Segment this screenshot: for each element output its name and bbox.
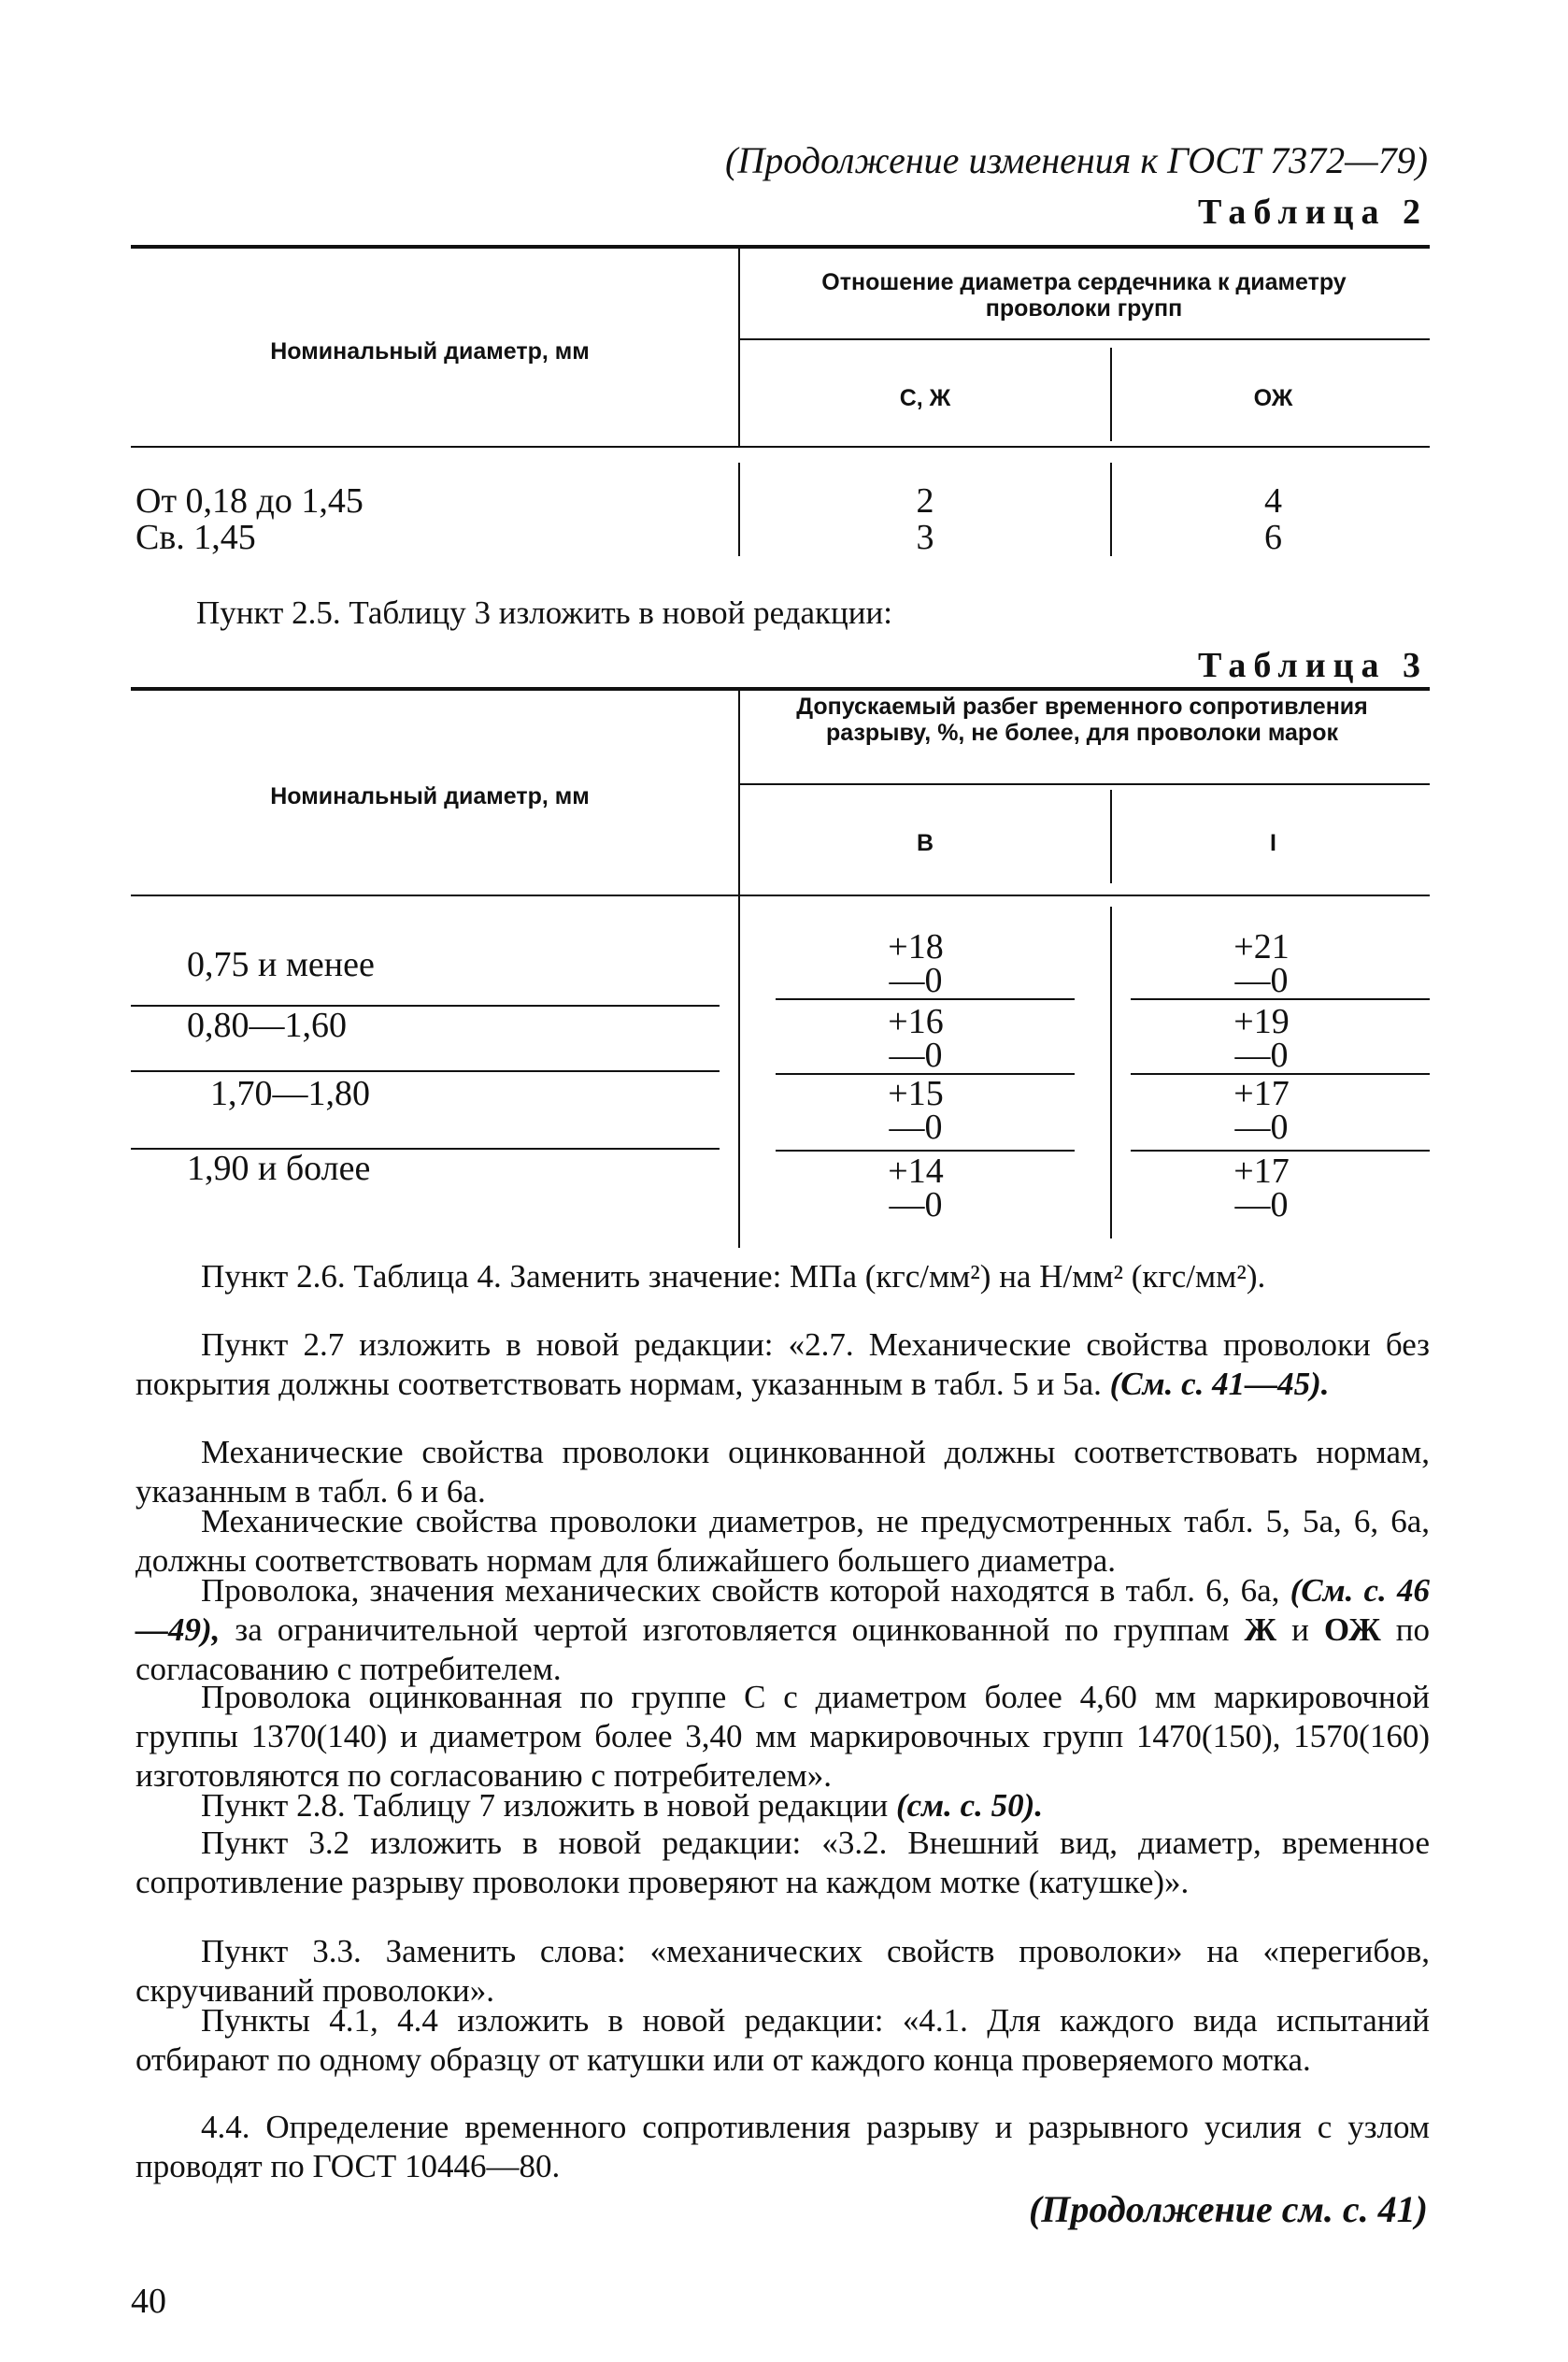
table3-tol-upper: +18 bbox=[888, 927, 944, 966]
table3-tol-lower: —0 bbox=[889, 1108, 943, 1147]
table3-col-divider bbox=[738, 687, 740, 1248]
table3-tol-upper: +17 bbox=[1233, 1152, 1290, 1191]
page-number: 40 bbox=[131, 2282, 166, 2321]
table3-tol-lower: —0 bbox=[889, 1036, 943, 1075]
table2-subheader-rule bbox=[738, 338, 1430, 340]
paragraph-group-c: Проволока оцинкованная по группе С с диаметром более 4,60 мм маркировочной группы 1370(140) и диаметром более 3,40 мм маркировочных групп 1470(150), 1570(160) изготовляются по согласованию с потребителем». bbox=[135, 1679, 1430, 1794]
table3-row-diameter: 0,80—1,60 bbox=[187, 1006, 347, 1045]
table2-row-value: 6 bbox=[1264, 518, 1282, 557]
table3-row-diameter: 0,75 и менее bbox=[187, 945, 375, 984]
table2-row-value: 4 bbox=[1264, 481, 1282, 521]
table2-group-header: Отношение диаметра сердечника к диаметру проволоки групп bbox=[821, 269, 1347, 322]
continuation-header: (Продолжение изменения к ГОСТ 7372—79) bbox=[725, 139, 1428, 181]
paragraph-4-4: 4.4. Определение временного сопротивления разрыву и разрывного усилия с узлом проводят по ГОСТ 10446—80. bbox=[135, 2109, 1430, 2184]
table2-body-subcol-divider bbox=[1110, 463, 1112, 556]
paragraph-other-diameters: Механические свойства проволоки диаметров, не предусмотренных табл. 5, 5а, 6, 6а, должны соответствовать нормам для ближайшего большего диаметра. bbox=[135, 1503, 1430, 1579]
table3-tolerance-b bbox=[822, 1074, 1009, 1147]
paragraph-3-2: Пункт 3.2 изложить в новой редакции: «3.2. Внешний вид, диаметр, временное сопротивление разрыву проволоки проверяют на каждом мотке (катушке)». bbox=[135, 1825, 1430, 1900]
paragraph-4-1: Пункты 4.1, 4.4 изложить в новой редакции: «4.1. Для каждого вида испытаний отбирают по одному образцу от катушки или от каждого конца проверяемого мотка. bbox=[135, 2002, 1430, 2078]
paragraph-2-8: Пункт 2.8. Таблицу 7 изложить в новой редакции (см. с. 50). bbox=[201, 1787, 1044, 1824]
table3-row-diameter: 1,90 и более bbox=[187, 1149, 371, 1188]
table3-header-rule bbox=[131, 895, 1430, 896]
paragraph-restriction: Проволока, значения механических свойств которой находятся в табл. 6, 6а, (См. с. 46—49), за ограничительной чертой изготовляется оцинкованной по группам Ж и ОЖ по согласованию с потребителем. bbox=[135, 1572, 1430, 1687]
table3-tol-upper: +17 bbox=[1233, 1074, 1290, 1113]
table3-subheader-2: I bbox=[1270, 830, 1276, 856]
table3-tolerance-b bbox=[822, 1002, 1009, 1075]
table3-tol-lower: —0 bbox=[1234, 1108, 1289, 1147]
table2-col-divider bbox=[738, 245, 740, 446]
table2-body-col-divider bbox=[738, 463, 740, 556]
table3-row-rule bbox=[131, 1070, 720, 1072]
table3-tol-lower: —0 bbox=[889, 1185, 943, 1224]
table3-tol-upper: +16 bbox=[888, 1002, 944, 1041]
table2-label: Таблица 2 bbox=[1197, 193, 1428, 232]
table2-row-value: 3 bbox=[916, 518, 934, 557]
table3-tol-lower: —0 bbox=[889, 961, 943, 1000]
table3-top-rule bbox=[131, 687, 1430, 691]
table3-tol-upper: +21 bbox=[1233, 927, 1290, 966]
paragraph-3-3: Пункт 3.3. Заменить слова: «механических свойств проволоки» на «перегибов, скручиваний проволоки». bbox=[135, 1933, 1430, 2009]
table3-label: Таблица 3 bbox=[1197, 646, 1428, 685]
continuation-footer: (Продолжение см. с. 41) bbox=[1028, 2188, 1428, 2230]
point-2-5: Пункт 2.5. Таблицу 3 изложить в новой редакции: bbox=[196, 594, 892, 631]
table3-subcol-divider bbox=[1110, 790, 1112, 883]
table3-tol-upper: +19 bbox=[1233, 1002, 1290, 1041]
table3-group-header: Допускаемый разбег временного сопротивления разрыву, %, не более, для проволоки марок bbox=[796, 694, 1368, 746]
table3-tol-lower: —0 bbox=[1234, 961, 1289, 1000]
table3-tol-lower: —0 bbox=[1234, 1185, 1289, 1224]
table3-tolerance-b bbox=[822, 927, 1009, 1000]
table2-row-value: 2 bbox=[916, 481, 934, 521]
table3-tol-lower: —0 bbox=[1234, 1036, 1289, 1075]
table3-col1-header: Номинальный диаметр, мм bbox=[270, 783, 590, 809]
table2-row-diameter: Св. 1,45 bbox=[135, 518, 256, 557]
table2-row-diameter: От 0,18 до 1,45 bbox=[135, 481, 363, 521]
paragraph-2-7: Пункт 2.7 изложить в новой редакции: «2.7. Механические свойства проволоки без покрытия должны соответствовать нормам, указанным в табл. 5 и 5а. (См. с. 41—45). bbox=[135, 1326, 1430, 1402]
table2-subheader-1: С, Ж bbox=[899, 385, 951, 411]
table2-top-rule bbox=[131, 245, 1430, 249]
table3-subheader-1: В bbox=[916, 830, 934, 856]
table2-subheader-2: ОЖ bbox=[1253, 385, 1293, 411]
table3-subheader-rule bbox=[738, 783, 1430, 785]
table3-tolerance-i bbox=[1168, 927, 1355, 1000]
table3-row-diameter: 1,70—1,80 bbox=[210, 1074, 370, 1113]
table2-subcol-divider bbox=[1110, 348, 1112, 441]
table2-header-rule bbox=[131, 446, 1430, 448]
table3-tolerance-i bbox=[1168, 1154, 1355, 1222]
table3-tol-upper: +15 bbox=[888, 1074, 944, 1113]
table3-tolerance-i bbox=[1168, 1074, 1355, 1147]
paragraph-zinc-properties: Механические свойства проволоки оцинкованной должны соответствовать нормам, указанным в табл. 6 и 6а. bbox=[135, 1434, 1430, 1510]
table3-body-subcol-divider bbox=[1110, 907, 1112, 1238]
table3-row-rule bbox=[1131, 998, 1430, 1000]
table3-tol-upper: +14 bbox=[888, 1152, 944, 1191]
table3-tolerance-b bbox=[822, 1154, 1009, 1222]
table2-col1-header: Номинальный диаметр, мм bbox=[270, 338, 590, 365]
table3-row-rule bbox=[776, 998, 1075, 1000]
table3-tolerance-i bbox=[1168, 1002, 1355, 1075]
paragraph-2-6: Пункт 2.6. Таблица 4. Заменить значение: МПа (кгс/мм²) на Н/мм² (кгс/мм²). bbox=[201, 1258, 1266, 1295]
